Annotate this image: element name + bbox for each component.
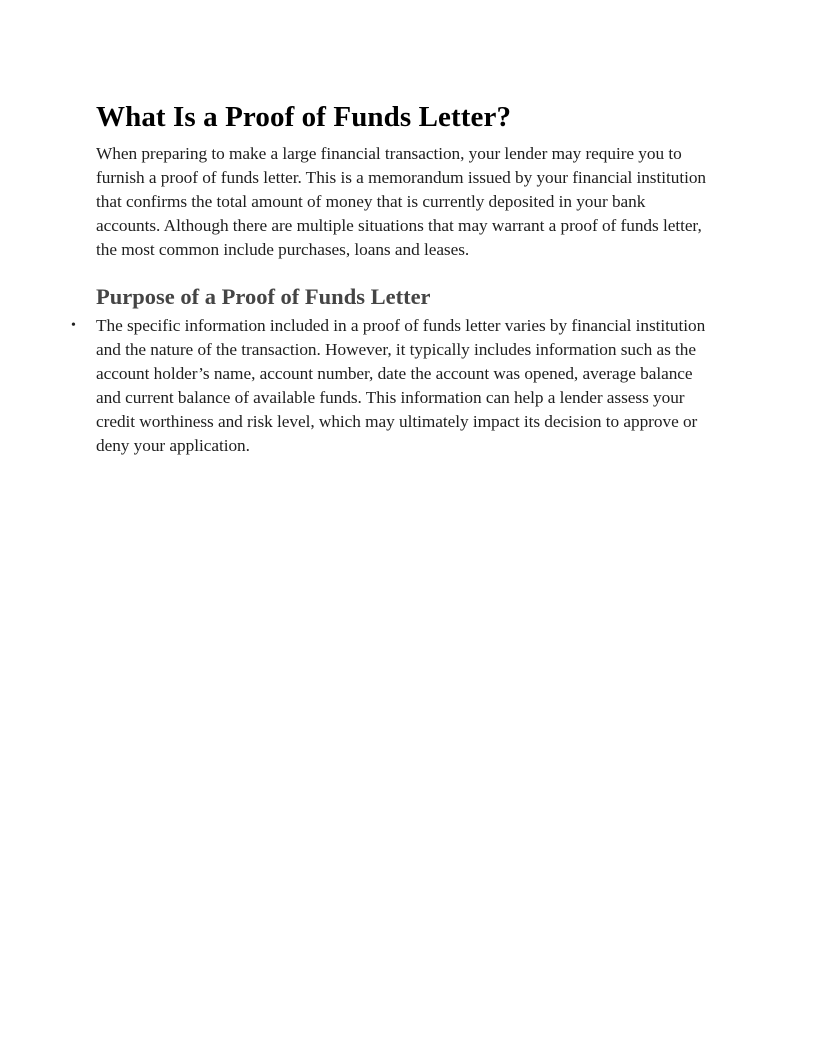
- section-heading: Purpose of a Proof of Funds Letter: [96, 284, 431, 309]
- list-item: [71, 314, 712, 458]
- document-page: [71, 96, 712, 458]
- bullet-list: [71, 314, 712, 458]
- bullet-marker-icon: •: [71, 318, 76, 333]
- page-title: What Is a Proof of Funds Letter?: [96, 101, 512, 133]
- intro-paragraph: When preparing to make a large financial transaction, your lender may require you to furnish a proof of funds letter. This is a memorandum issued by your financial institution that confirms the total amount of money that is currently deposited in your bank accounts. Although there are multiple situations that may warrant a proof of funds letter, the most common include purchases, loans and leases.: [96, 144, 707, 259]
- bullet-text: The specific information included in a proof of funds letter varies by financial institution and the nature of the transaction. However, it typically includes information such as the account holder’s name, account number, date the account was opened, average balance and current balance of available funds. This information can help a lender assess your credit worthiness and risk level, which may ultimately impact its decision to approve or deny your application.: [96, 316, 706, 455]
